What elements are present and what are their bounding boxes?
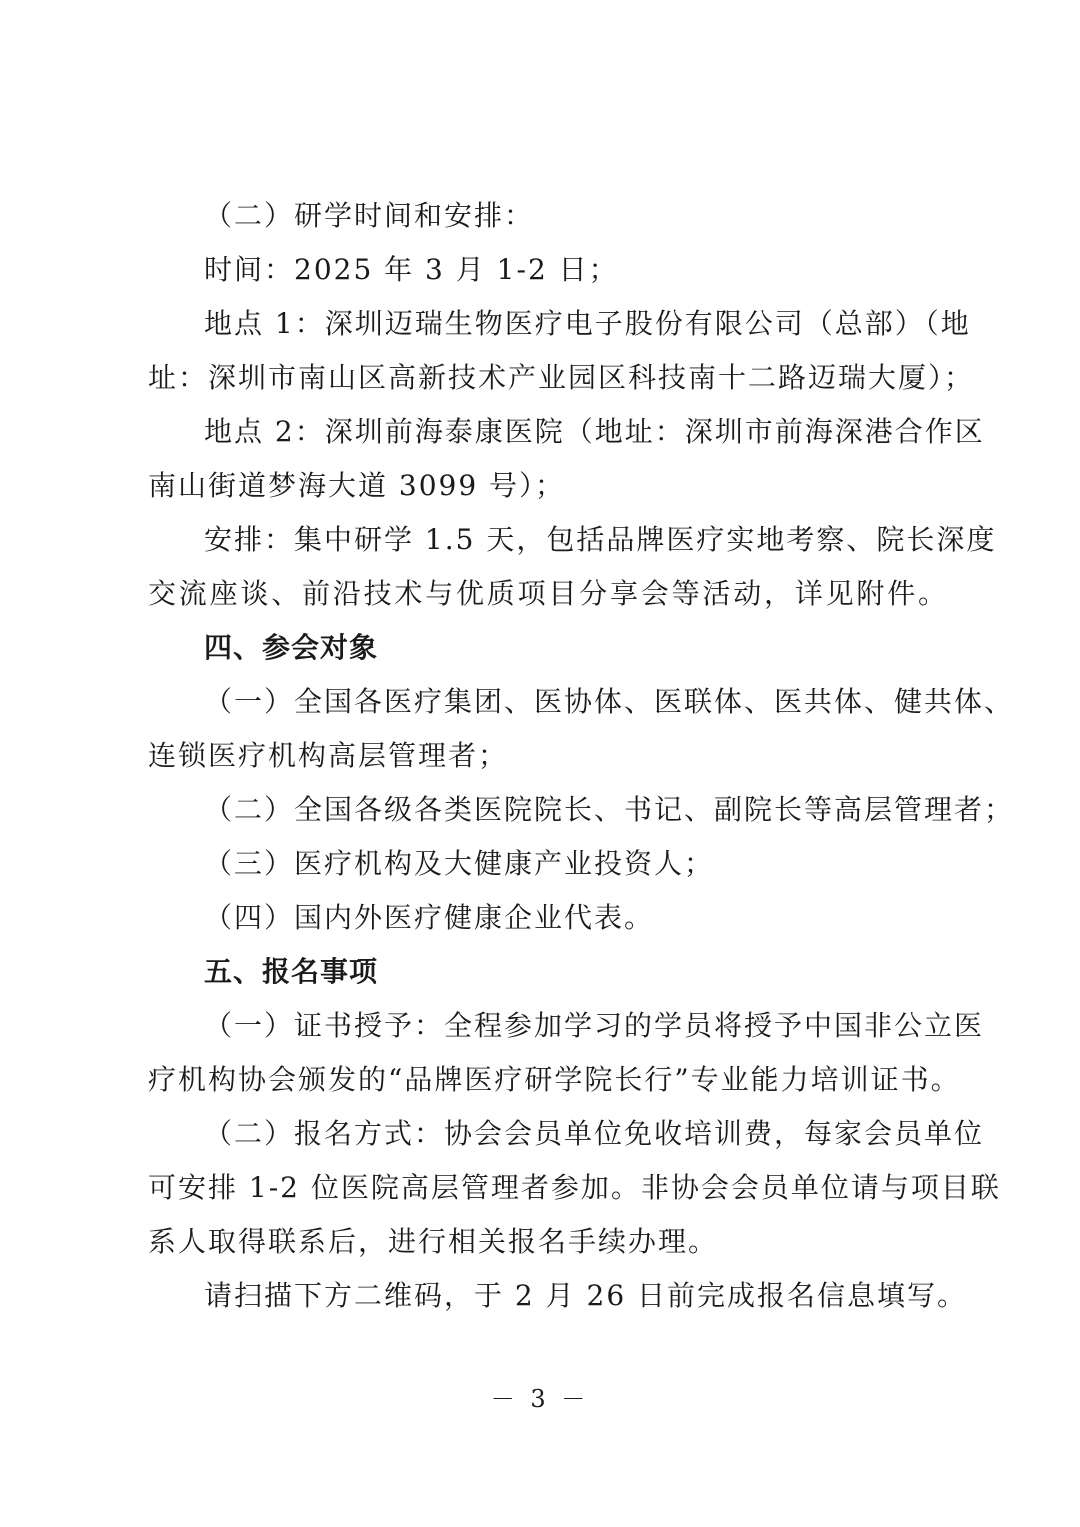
paragraph-line: （二）报名方式：协会会员单位免收培训费，每家会员单位 — [204, 1117, 985, 1150]
paragraph-line: （四）国内外医疗健康企业代表。 — [204, 901, 655, 934]
paragraph-line: （二）全国各级各类医院院长、书记、副院长等高层管理者； — [204, 793, 1015, 826]
subsection-title-schedule: （二）研学时间和安排： — [204, 199, 535, 232]
paragraph-line: （一）全国各医疗集团、医协体、医联体、医共体、健共体、 — [204, 685, 1015, 718]
paragraph-line: 时间：2025 年 3 月 1-2 日； — [204, 253, 619, 286]
paragraph-line: 地点 2：深圳前海泰康医院（地址：深圳市前海深港合作区 — [204, 415, 985, 448]
paragraph-line: 址：深圳市南山区高新技术产业园区科技南十二路迈瑞大厦）； — [148, 361, 975, 394]
paragraph-line: 南山街道梦海大道 3099 号）； — [148, 469, 566, 502]
paragraph-line: （一）证书授予：全程参加学习的学员将授予中国非公立医 — [204, 1009, 985, 1042]
page-number: － 3 － — [490, 1385, 590, 1413]
paragraph-line: 安排：集中研学 1.5 天，包括品牌医疗实地考察、院长深度 — [204, 523, 997, 556]
section-heading-registration: 五、报名事项 — [204, 955, 379, 988]
paragraph-line: 系人取得联系后，进行相关报名手续办理。 — [148, 1225, 719, 1258]
paragraph-line: 地点 1：深圳迈瑞生物医疗电子股份有限公司（总部）（地 — [204, 307, 971, 340]
paragraph-line: 疗机构协会颁发的“品牌医疗研学院长行”专业能力培训证书。 — [148, 1063, 961, 1096]
paragraph-line: 交流座谈、前沿技术与优质项目分享会等活动，详见附件。 — [148, 577, 948, 610]
paragraph-line: （三）医疗机构及大健康产业投资人； — [204, 847, 715, 880]
paragraph-line: 可安排 1-2 位医院高层管理者参加。非协会会员单位请与项目联 — [148, 1171, 1001, 1204]
paragraph-line: 连锁医疗机构高层管理者； — [148, 739, 509, 772]
section-heading-participants: 四、参会对象 — [204, 631, 379, 664]
paragraph-line: 请扫描下方二维码，于 2 月 26 日前完成报名信息填写。 — [204, 1279, 968, 1312]
